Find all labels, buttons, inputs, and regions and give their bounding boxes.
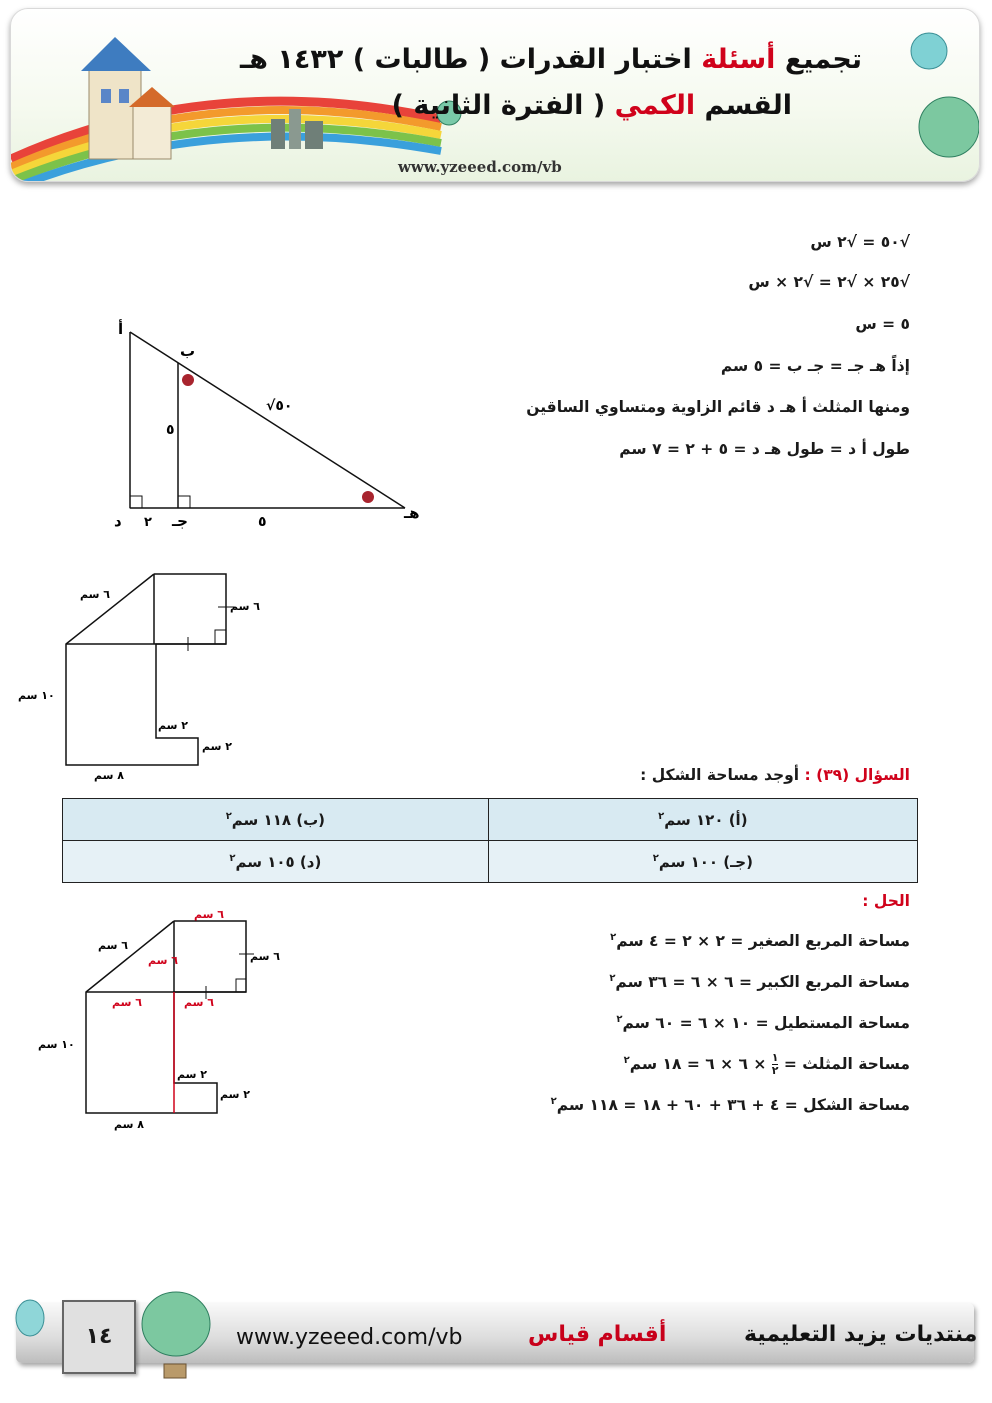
title2-red-word: الكمي [614, 90, 696, 121]
shape3-small-square [236, 979, 246, 992]
footer-category[interactable]: أقسام قياس [528, 1322, 667, 1347]
fraction-num: ١ [771, 1051, 779, 1064]
label-bottom3: ٨ سم [114, 1118, 144, 1131]
label-right: ٦ سم [230, 600, 260, 613]
solution-line-2 [609, 973, 910, 991]
s2-sq: ٢ [609, 973, 616, 984]
composite-shape-figure [14, 565, 274, 785]
shape-outline [66, 574, 226, 765]
label-diag3: ٦ سم [98, 939, 128, 952]
hypotenuse-ah [130, 332, 405, 508]
s1-sq: ٢ [610, 932, 617, 943]
option-d-sq: ٢ [229, 852, 236, 864]
fraction-half [772, 1052, 779, 1077]
header-title-line1 [240, 44, 862, 75]
step-line-1: √٥٠ = √٢ س [810, 233, 910, 251]
footer-forum-name: منتديات يزيد التعليمية [744, 1322, 978, 1347]
solution-line-1 [610, 932, 910, 950]
label-j: جـ [172, 512, 188, 530]
label-dj-length: ٢ [144, 515, 152, 530]
question-label: السؤال (٣٩) : [804, 766, 910, 784]
label-bj-length: ٥ [166, 422, 175, 438]
option-d-text: (د) ١٠٥ سم [235, 852, 322, 871]
title2-part1: القسم [704, 90, 792, 121]
s1-text: مساحة المربع الصغير = ٢ × ٢ = ٤ سم [616, 932, 910, 951]
s4-sq: ٢ [623, 1054, 630, 1066]
solution-line-5 [551, 1096, 910, 1114]
label-step-h: ٢ سم [202, 740, 232, 753]
small-square [215, 630, 226, 644]
s3-sq: ٢ [616, 1014, 623, 1025]
label-left3: ١٠ سم [38, 1038, 75, 1051]
label-step-h3: ٢ سم [220, 1088, 250, 1101]
fraction-den: ٢ [771, 1064, 779, 1077]
label-inner-v-red: ٦ سم [148, 954, 178, 967]
label-mid-left-red: ٦ سم [112, 996, 142, 1009]
option-c-text: (جـ) ١٠٠ سم [658, 852, 753, 871]
s5-sq: ٢ [550, 1096, 557, 1107]
option-b-sq: ٢ [225, 810, 232, 822]
title2-part2: ( الفترة الثانية ) [391, 90, 606, 121]
solution-label: الحل : [862, 892, 910, 910]
s4-text-a: مساحة المثلث = [783, 1055, 910, 1073]
title1-red-word: أسئلة [701, 44, 776, 75]
label-a: أ [118, 320, 124, 338]
label-diag: ٦ سم [80, 588, 110, 601]
option-b[interactable] [63, 799, 489, 841]
option-d[interactable] [63, 841, 489, 883]
annotated-shape-figure [34, 902, 294, 1136]
page-number: ١٤ [62, 1300, 136, 1374]
label-b: ب [180, 342, 196, 360]
right-angle-j [178, 496, 190, 508]
s5-text: مساحة الشكل = ٤ + ٣٦ + ٦٠ + ١٨ = ١١٨ سم [556, 1096, 910, 1115]
header-title-line2 [392, 90, 792, 121]
label-right3: ٦ سم [250, 950, 280, 963]
footer-url[interactable]: www.yzeeed.com/vb [236, 1325, 463, 1350]
label-step-v3: ٢ سم [177, 1068, 207, 1081]
s3-text: مساحة المستطيل = ١٠ × ٦ = ٦٠ سم [622, 1014, 910, 1033]
title1-part2: اختبار القدرات ( طالبات ) ١٤٣٢ هـ [240, 44, 692, 75]
header-url[interactable]: www.yzeeed.com/vb [398, 158, 562, 176]
answer-options-table [62, 798, 918, 883]
option-c[interactable] [488, 841, 917, 883]
step-line-6: طول أ د = طول هـ د = ٥ + ٢ = ٧ سم [619, 440, 910, 458]
label-h: هـ [404, 504, 420, 522]
step-line-3: ٥ = س [855, 315, 910, 333]
label-jh-length: ٥ [258, 514, 267, 530]
question-text: أوجد مساحة الشكل : [640, 766, 800, 784]
label-top-red: ٦ سم [194, 908, 224, 921]
solution-line-3 [616, 1014, 910, 1032]
label-step-v: ٢ سم [158, 719, 188, 732]
step-line-2: √٢٥ × √٢ = √٢ × س [748, 273, 910, 291]
option-a[interactable] [488, 799, 917, 841]
angle-mark-b [182, 374, 194, 386]
label-bottom: ٨ سم [94, 769, 124, 782]
title1-part1: تجميع [784, 44, 862, 75]
label-mid-right-red: ٦ سم [184, 996, 214, 1009]
label-left: ١٠ سم [18, 689, 55, 702]
s4-text-b: × ٦ × ٦ = ١٨ سم [629, 1055, 767, 1073]
right-angle-d [130, 496, 142, 508]
s2-text: مساحة المربع الكبير = ٦ × ٦ = ٣٦ سم [615, 973, 910, 992]
triangle-figure [100, 318, 430, 532]
label-hypotenuse: √٥٠ [266, 398, 293, 414]
step-line-5: ومنها المثلث أ هـ د قائم الزاوية ومتساوي الساقين [526, 398, 910, 416]
angle-mark-h [362, 491, 374, 503]
step-line-4: إذاً هـ جـ = جـ ب = ٥ سم [720, 357, 910, 375]
question-heading [640, 766, 910, 784]
option-b-text: (ب) ١١٨ سم [231, 810, 326, 829]
solution-line-4 [624, 1052, 910, 1077]
option-c-sq: ٢ [652, 852, 659, 864]
label-d: د [114, 512, 122, 530]
option-a-text: (أ) ١٢٠ سم [664, 810, 748, 829]
option-a-sq: ٢ [658, 810, 665, 822]
